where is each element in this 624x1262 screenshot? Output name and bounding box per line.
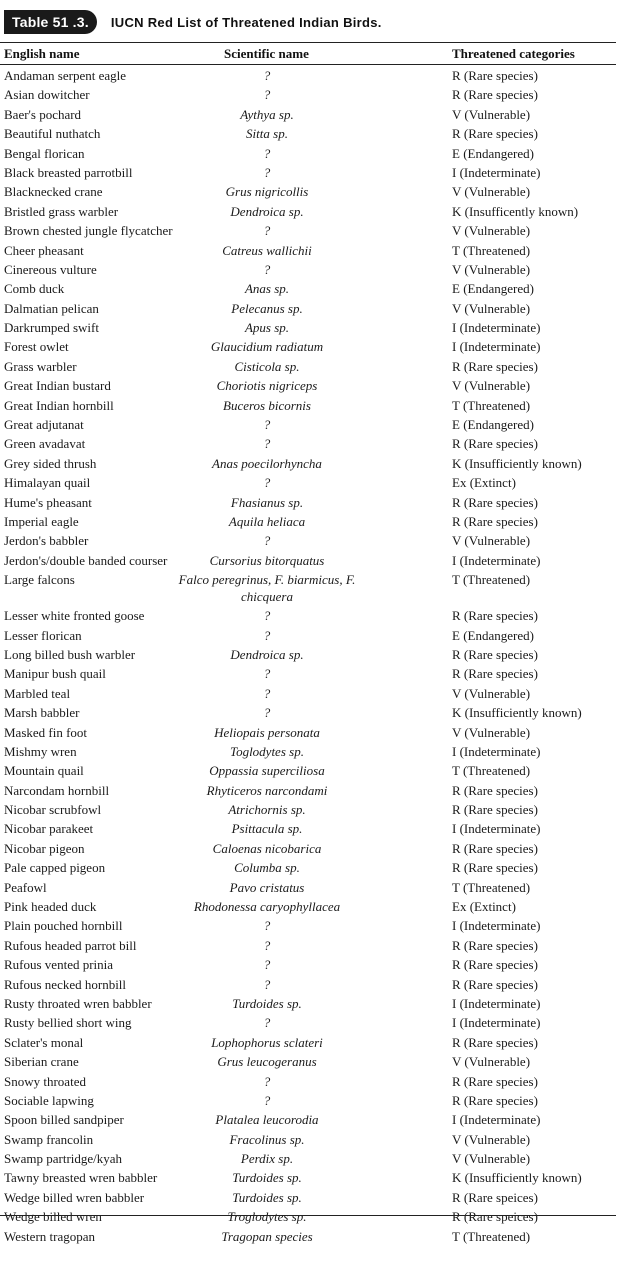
scientific-name-cell: Platalea leucorodia xyxy=(215,1112,319,1128)
scientific-name-cell: Troglodytes sp. xyxy=(227,1209,307,1225)
threat-category-cell: V (Vulnerable) xyxy=(452,1151,531,1167)
scientific-name-cell: Grus nigricollis xyxy=(225,184,309,200)
english-name-cell: Great adjutanat xyxy=(4,417,84,433)
english-name-cell: Great Indian bustard xyxy=(4,378,111,394)
table-row xyxy=(0,1013,616,1032)
threat-category-cell: I (Indeterminate) xyxy=(452,164,541,180)
table-row xyxy=(0,512,616,531)
threat-category-cell: I (Indeterminate) xyxy=(452,918,541,934)
scientific-name-cell: ? xyxy=(263,533,271,549)
scientific-name-cell: ? xyxy=(263,627,271,643)
table-row xyxy=(0,781,616,800)
english-name-cell: Green avadavat xyxy=(4,436,86,452)
threat-category-cell: E (Endangered) xyxy=(452,145,534,161)
scientific-name-cell: ? xyxy=(263,918,271,934)
scientific-name-cell: Choriotis nigriceps xyxy=(216,378,318,394)
threat-category-cell: I (Indeterminate) xyxy=(452,995,541,1011)
english-name-cell: Swamp francolin xyxy=(4,1131,94,1147)
scientific-name-cell: ? xyxy=(263,666,271,682)
english-name-cell: Hume's pheasant xyxy=(4,494,92,510)
scientific-name-cell: ? xyxy=(263,417,271,433)
threat-category-cell: T (Threatened) xyxy=(452,763,531,779)
threat-category-cell: E (Endangered) xyxy=(452,627,534,643)
table-row xyxy=(0,878,616,897)
table-row xyxy=(0,723,616,742)
scientific-name-cell: ? xyxy=(263,937,271,953)
threat-category-cell: R (Rare species) xyxy=(452,436,538,452)
top-rule xyxy=(0,42,616,43)
scientific-name-cell: ? xyxy=(263,685,271,701)
table-title: IUCN Red List of Threatened Indian Birds. xyxy=(110,14,382,30)
english-name-cell: Large falcons xyxy=(4,572,75,588)
english-name-cell: Rufous headed parrot bill xyxy=(4,937,137,953)
table-row xyxy=(0,163,616,182)
english-name-cell: Rufous necked hornbill xyxy=(4,976,127,992)
threat-category-cell: R (Rare speices) xyxy=(452,1189,538,1205)
table-row xyxy=(0,202,616,221)
table-row xyxy=(0,357,616,376)
english-name-cell: Black breasted parrotbill xyxy=(4,164,133,180)
table-row xyxy=(0,955,616,974)
english-name-cell: Western tragopan xyxy=(4,1228,95,1244)
english-name-cell: Blacknecked crane xyxy=(4,184,103,200)
table-row xyxy=(0,1091,616,1110)
scientific-name-cell: Anas sp. xyxy=(244,281,290,297)
english-name-cell: Darkrumped swift xyxy=(4,320,99,336)
table-row xyxy=(0,897,616,916)
threat-category-cell: V (Vulnerable) xyxy=(452,223,531,239)
english-name-cell: Nicobar scrubfowl xyxy=(4,802,102,818)
english-name-cell: Sclater's monal xyxy=(4,1034,84,1050)
table-row xyxy=(0,761,616,780)
threat-category-cell: V (Vulnerable) xyxy=(452,300,531,316)
table-row xyxy=(0,975,616,994)
scientific-name-cell: ? xyxy=(263,957,271,973)
threat-category-cell: R (Rare species) xyxy=(452,513,538,529)
english-name-cell: Imperial eagle xyxy=(4,513,79,529)
table-row xyxy=(0,493,616,512)
scientific-name-cell: Apus sp. xyxy=(244,320,290,336)
table-row xyxy=(0,124,616,143)
table-row xyxy=(0,551,616,570)
table-row xyxy=(0,1149,616,1168)
scientific-name-cell: ? xyxy=(263,436,271,452)
table-row xyxy=(0,318,616,337)
threat-category-cell: V (Vulnerable) xyxy=(452,724,531,740)
scientific-name-cell: Cisticola sp. xyxy=(234,358,300,374)
threat-category-cell: R (Rare species) xyxy=(452,87,538,103)
table-row xyxy=(0,241,616,260)
threat-category-cell: V (Vulnerable) xyxy=(452,184,531,200)
table-row xyxy=(0,684,616,703)
table-row xyxy=(0,1188,616,1207)
scientific-name-cell: ? xyxy=(263,145,271,161)
scientific-name-cell: Pelecanus sp. xyxy=(231,300,303,316)
table-row xyxy=(0,299,616,318)
scientific-name-cell: Perdix sp. xyxy=(240,1151,294,1167)
threat-category-cell: K (Insufficently known) xyxy=(452,203,579,219)
threat-category-cell: R (Rare species) xyxy=(452,782,538,798)
english-name-cell: Tawny breasted wren babbler xyxy=(4,1170,158,1186)
scientific-name-cell: Turdoides sp. xyxy=(232,1170,302,1186)
table-row xyxy=(0,221,616,240)
scientific-name-cell: Aquila heliaca xyxy=(228,513,306,529)
scientific-name-cell: Psittacula sp. xyxy=(231,821,303,837)
scientific-name-cell: Heliopais personata xyxy=(214,724,320,740)
table-row xyxy=(0,1227,616,1246)
english-name-cell: Lesser florican xyxy=(4,627,82,643)
threat-category-cell: R (Rare species) xyxy=(452,1092,538,1108)
table-row xyxy=(0,415,616,434)
threat-category-cell: R (Rare species) xyxy=(452,666,538,682)
table-row xyxy=(0,1072,616,1091)
table-header xyxy=(0,44,616,64)
threat-category-cell: V (Vulnerable) xyxy=(452,533,531,549)
english-name-cell: Rufous vented prinia xyxy=(4,957,114,973)
table-row xyxy=(0,703,616,722)
english-name-cell: Andaman serpent eagle xyxy=(4,68,127,83)
table-row xyxy=(0,376,616,395)
scientific-name-cell: Buceros bicornis xyxy=(223,397,311,413)
threat-category-cell: V (Vulnerable) xyxy=(452,1054,531,1070)
threat-category-cell: V (Vulnerable) xyxy=(452,261,531,277)
threat-category-cell: I (Indeterminate) xyxy=(452,821,541,837)
english-name-cell: Jerdon's babbler xyxy=(4,533,89,549)
scientific-name-cell: Columba sp. xyxy=(234,860,300,876)
table-row xyxy=(0,994,616,1013)
table-row xyxy=(0,858,616,877)
threat-category-cell: K (Insufficiently known) xyxy=(452,1170,582,1186)
english-name-cell: Mountain quail xyxy=(4,763,84,779)
english-name-cell: Dalmatian pelican xyxy=(4,300,99,316)
scientific-name-cell: Tragopan species xyxy=(221,1228,313,1244)
table-row xyxy=(0,1052,616,1071)
bottom-rule xyxy=(0,1215,616,1216)
english-name-cell: Nicobar parakeet xyxy=(4,821,94,837)
english-name-cell: Rusty bellied short wing xyxy=(4,1015,132,1031)
english-name-cell: Narcondam hornbill xyxy=(4,782,110,798)
threat-category-cell: V (Vulnerable) xyxy=(452,1131,531,1147)
scientific-name-cell: Oppassia superciliosa xyxy=(209,763,325,779)
table-row xyxy=(0,839,616,858)
scientific-name-cell: Sitta sp. xyxy=(246,126,288,142)
table-row xyxy=(0,531,616,550)
scientific-name-cell: Rhyticeros narcondami xyxy=(206,782,328,798)
english-name-cell: Nicobar pigeon xyxy=(4,840,85,856)
threat-category-cell: T (Threatened) xyxy=(452,242,531,258)
threat-category-cell: R (Rare species) xyxy=(452,802,538,818)
english-name-cell: Asian dowitcher xyxy=(4,87,90,103)
threat-category-cell: T (Threatened) xyxy=(452,572,531,588)
table-row xyxy=(0,916,616,935)
scientific-name-cell: Turdoides sp. xyxy=(232,995,302,1011)
threat-category-cell: R (Rare species) xyxy=(452,957,538,973)
threat-category-cell: E (Endangered) xyxy=(452,417,534,433)
threat-category-cell: Ex (Extinct) xyxy=(452,899,516,915)
english-name-cell: Cinereous vulture xyxy=(4,261,97,277)
english-name-cell: Comb duck xyxy=(4,281,65,297)
threat-category-cell: R (Rare species) xyxy=(452,937,538,953)
table-row xyxy=(0,337,616,356)
english-name-cell: Swamp partridge/kyah xyxy=(4,1151,123,1167)
english-name-cell: Grass warbler xyxy=(4,358,77,374)
english-name-cell: Siberian crane xyxy=(4,1054,79,1070)
scientific-name-cell: Fhasianus sp. xyxy=(230,494,304,510)
threat-category-cell: V (Vulnerable) xyxy=(452,378,531,394)
threat-category-cell: R (Rare species) xyxy=(452,494,538,510)
scientific-name-cell: Glaucidium radiatum xyxy=(210,339,324,355)
english-name-cell: Beautiful nuthatch xyxy=(4,126,101,142)
table-row xyxy=(0,800,616,819)
scientific-name-cell: Dendroica sp. xyxy=(230,646,304,662)
table-row xyxy=(0,936,616,955)
threat-category-cell: R (Rare species) xyxy=(452,1073,538,1089)
scientific-name-cell: ? xyxy=(263,976,271,992)
scientific-name-cell: ? xyxy=(263,705,271,721)
threat-category-cell: R (Rare species) xyxy=(452,646,538,662)
scientific-name-cell: Aythya sp. xyxy=(240,106,294,122)
scientific-name-cell: Caloenas nicobarica xyxy=(212,840,322,856)
scientific-name-cell: ? xyxy=(263,68,271,83)
table-row xyxy=(0,1207,616,1226)
table-row xyxy=(0,606,616,625)
english-name-cell: Jerdon's/double banded courser xyxy=(4,552,168,568)
english-name-cell: Bengal florican xyxy=(4,145,85,161)
scientific-name-cell: Pavo cristatus xyxy=(229,879,305,895)
english-name-cell: Lesser white fronted goose xyxy=(4,608,145,624)
english-name-cell: Himalayan quail xyxy=(4,475,91,491)
scientific-name-cell: Grus leucogeranus xyxy=(217,1054,317,1070)
scientific-name-cell: Falco peregrinus, F. biarmicus, F. chicquera xyxy=(178,572,356,605)
table-row xyxy=(0,279,616,298)
threat-category-cell: R (Rare species) xyxy=(452,1034,538,1050)
threat-category-cell: I (Indeterminate) xyxy=(452,339,541,355)
table-row xyxy=(0,473,616,492)
threat-category-cell: I (Indeterminate) xyxy=(452,320,541,336)
threat-category-cell: I (Indeterminate) xyxy=(452,743,541,759)
threat-category-cell: V (Vulnerable) xyxy=(452,106,531,122)
english-name-cell: Marsh babbler xyxy=(4,705,80,721)
scientific-name-cell: Turdoides sp. xyxy=(232,1189,302,1205)
table-row xyxy=(0,626,616,645)
table-row xyxy=(0,66,616,85)
english-name-cell: Manipur bush quail xyxy=(4,666,106,682)
table-row xyxy=(0,1033,616,1052)
english-name-cell: Bristled grass warbler xyxy=(4,203,119,219)
english-name-cell: Cheer pheasant xyxy=(4,242,84,258)
threat-category-cell: V (Vulnerable) xyxy=(452,685,531,701)
threat-category-cell: R (Rare species) xyxy=(452,840,538,856)
table-row xyxy=(0,396,616,415)
english-name-cell: Mishmy wren xyxy=(4,743,77,759)
table-caption xyxy=(4,10,382,34)
threat-category-cell: R (Rare species) xyxy=(452,126,538,142)
table-row xyxy=(0,260,616,279)
scientific-name-cell: Toglodytes sp. xyxy=(230,743,304,759)
scientific-name-cell: Fracolinus sp. xyxy=(229,1131,305,1147)
english-name-cell: Peafowl xyxy=(4,879,47,895)
scientific-name-cell: Atrichornis sp. xyxy=(228,802,306,818)
threat-category-cell: I (Indeterminate) xyxy=(452,1015,541,1031)
threat-category-cell: R (Rare species) xyxy=(452,608,538,624)
english-name-cell: Snowy throated xyxy=(4,1073,86,1089)
scientific-name-cell: ? xyxy=(263,475,271,491)
table-row xyxy=(0,1168,616,1187)
scientific-name-cell: Dendroica sp. xyxy=(230,203,304,219)
table-row xyxy=(0,85,616,104)
table-body xyxy=(0,66,616,1246)
threat-category-cell: R (Rare speices) xyxy=(452,1209,538,1225)
english-name-cell: Brown chested jungle flycatcher xyxy=(4,223,173,239)
english-name-cell: Wedge billed wren xyxy=(4,1209,102,1225)
scientific-name-cell: ? xyxy=(263,87,271,103)
scientific-name-cell: ? xyxy=(263,608,271,624)
english-name-cell: Spoon billed sandpiper xyxy=(4,1112,124,1128)
scientific-name-cell: Lophophorus sclateri xyxy=(211,1034,323,1050)
threat-category-cell: I (Indeterminate) xyxy=(452,552,541,568)
threat-category-cell: Ex (Extinct) xyxy=(452,475,516,491)
scientific-name-cell: ? xyxy=(263,261,271,277)
threat-category-cell: R (Rare species) xyxy=(452,358,538,374)
english-name-cell: Baer's pochard xyxy=(4,106,82,122)
table-row xyxy=(0,1110,616,1129)
english-name-cell: Masked fin foot xyxy=(4,724,88,740)
scientific-name-cell: ? xyxy=(263,1092,271,1108)
english-name-cell: Marbled teal xyxy=(4,685,71,701)
scientific-name-cell: ? xyxy=(263,164,271,180)
table-row xyxy=(0,144,616,163)
table-row xyxy=(0,454,616,473)
scientific-name-cell: ? xyxy=(263,1015,271,1031)
english-name-cell: Forest owlet xyxy=(4,339,69,355)
table-row xyxy=(0,645,616,664)
english-name-cell: Pink headed duck xyxy=(4,899,97,915)
threat-category-cell: K (Insufficiently known) xyxy=(452,705,582,721)
scientific-name-cell: Catreus wallichii xyxy=(222,242,312,258)
english-name-cell: Long billed bush warbler xyxy=(4,646,136,662)
english-name-cell: Great Indian hornbill xyxy=(4,397,114,413)
table-row xyxy=(0,105,616,124)
english-name-cell: Rusty throated wren babbler xyxy=(4,995,152,1011)
column-header-english-name: English name xyxy=(4,46,80,61)
threat-category-cell: T (Threatened) xyxy=(452,879,531,895)
table-row xyxy=(0,434,616,453)
threat-category-cell: E (Endangered) xyxy=(452,281,534,297)
scientific-name-cell: ? xyxy=(263,1073,271,1089)
threat-category-cell: R (Rare species) xyxy=(452,860,538,876)
threat-category-cell: K (Insufficiently known) xyxy=(452,455,582,471)
threat-category-cell: T (Threatened) xyxy=(452,1228,531,1244)
table-row xyxy=(0,1130,616,1149)
table-row xyxy=(0,182,616,201)
english-name-cell: Sociable lapwing xyxy=(4,1092,94,1108)
scientific-name-cell: Rhodonessa caryophyllacea xyxy=(193,899,341,915)
column-header-threatened-categories: Threatened categories xyxy=(452,46,575,61)
table-row xyxy=(0,742,616,761)
english-name-cell: Pale capped pigeon xyxy=(4,860,106,876)
threat-category-cell: I (Indeterminate) xyxy=(452,1112,541,1128)
english-name-cell: Wedge billed wren babbler xyxy=(4,1189,145,1205)
english-name-cell: Grey sided thrush xyxy=(4,455,97,471)
threat-category-cell: R (Rare species) xyxy=(452,68,538,83)
scientific-name-cell: ? xyxy=(263,223,271,239)
header-rule xyxy=(0,64,616,65)
threat-category-cell: T (Threatened) xyxy=(452,397,531,413)
scientific-name-cell: Anas poecilorhyncha xyxy=(212,455,322,471)
threat-category-cell: R (Rare species) xyxy=(452,976,538,992)
table-row xyxy=(0,819,616,838)
table-row xyxy=(0,570,616,606)
english-name-cell: Plain pouched hornbill xyxy=(4,918,123,934)
scientific-name-cell: Cursorius bitorquatus xyxy=(209,552,325,568)
table-number-label: Table 51 .3. xyxy=(4,10,97,34)
column-header-scientific-name: Scientific name xyxy=(224,46,309,61)
table-row xyxy=(0,664,616,683)
